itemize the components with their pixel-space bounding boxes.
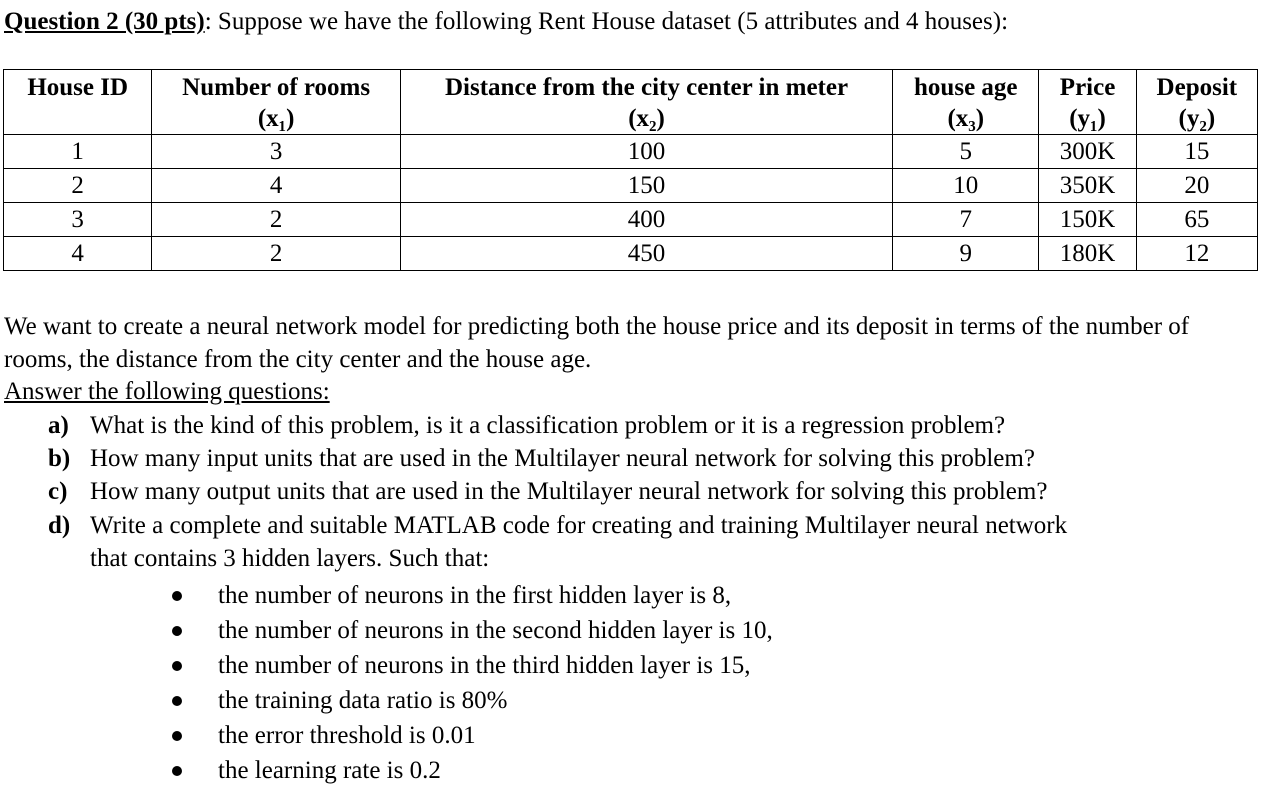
- cell-house-id: 1: [4, 135, 152, 169]
- question-letter: c): [48, 478, 68, 505]
- cell-age: 5: [893, 135, 1039, 169]
- question-letter: a): [48, 412, 69, 439]
- question-text: How many input units that are used in the Multilayer neural network for solving this problem?: [90, 445, 1035, 472]
- header-house-id: House ID: [4, 70, 152, 104]
- subheader-price: (y₁): [1039, 103, 1136, 135]
- dataset-table: [3, 69, 1258, 271]
- question-text: How many output units that are used in the Multilayer neural network for solving this problem?: [90, 478, 1048, 505]
- subheader-distance: (x₂): [400, 103, 892, 135]
- subheader-age: (x₃): [893, 103, 1039, 135]
- cell-rooms: 3: [152, 135, 401, 169]
- header-price: Price: [1039, 70, 1136, 104]
- question-intro: : Suppose we have the following Rent House dataset (5 attributes and 4 houses):: [204, 8, 1009, 35]
- cell-price: 180K: [1039, 237, 1136, 271]
- header-distance: Distance from the city center in meter: [400, 70, 892, 104]
- cell-deposit: 65: [1136, 203, 1257, 237]
- header-deposit: Deposit: [1136, 70, 1257, 104]
- cell-price: 300K: [1039, 135, 1136, 169]
- header-rooms: Number of rooms: [152, 70, 401, 104]
- problem-description: We want to create a neural network model for predicting both the house price and its deposit in terms of the number of rooms, the distance from the city center and the house age.: [4, 313, 1190, 373]
- bullet-icon: [172, 766, 182, 776]
- table-row: [4, 203, 1258, 237]
- cell-price: 350K: [1039, 169, 1136, 203]
- cell-rooms: 4: [152, 169, 401, 203]
- question-text: Write a complete and suitable MATLAB code for creating and training Multilayer neural network: [90, 512, 1068, 539]
- table-row: [4, 169, 1258, 203]
- answer-heading: Answer the following questions:: [4, 378, 330, 405]
- cell-house-id: 3: [4, 203, 152, 237]
- question-letter: b): [48, 445, 71, 472]
- bullet-icon: [172, 731, 182, 741]
- cell-distance: 100: [400, 135, 892, 169]
- table-subheader-row: [4, 103, 1258, 135]
- cell-deposit: 12: [1136, 237, 1257, 271]
- cell-rooms: 2: [152, 237, 401, 271]
- cell-distance: 450: [400, 237, 892, 271]
- bullet-icon: [172, 591, 182, 601]
- cell-age: 7: [893, 203, 1039, 237]
- cell-price: 150K: [1039, 203, 1136, 237]
- cell-age: 10: [893, 169, 1039, 203]
- cell-house-id: 4: [4, 237, 152, 271]
- question-label: Question 2 (30 pts): [4, 8, 205, 35]
- cell-distance: 400: [400, 203, 892, 237]
- header-age: house age: [893, 70, 1039, 104]
- cell-age: 9: [893, 237, 1039, 271]
- table-row: [4, 135, 1258, 169]
- subheader-rooms: (x₁): [152, 103, 401, 135]
- bullet-icon: [172, 661, 182, 671]
- bullet-icon: [172, 626, 182, 636]
- cell-deposit: 15: [1136, 135, 1257, 169]
- cell-house-id: 2: [4, 169, 152, 203]
- question-title: [4, 6, 1008, 38]
- bullet-icon: [172, 696, 182, 706]
- question-text: What is the kind of this problem, is it a classification problem or it is a regression problem?: [90, 412, 1006, 439]
- question-text: that contains 3 hidden layers. Such that:: [90, 545, 490, 572]
- cell-deposit: 20: [1136, 169, 1257, 203]
- table-header-row: [4, 70, 1258, 104]
- table-row: [4, 237, 1258, 271]
- cell-distance: 150: [400, 169, 892, 203]
- subheader-house-id: [4, 103, 152, 135]
- subheader-deposit: (y₂): [1136, 103, 1257, 135]
- cell-rooms: 2: [152, 203, 401, 237]
- question-letter: d): [48, 512, 71, 539]
